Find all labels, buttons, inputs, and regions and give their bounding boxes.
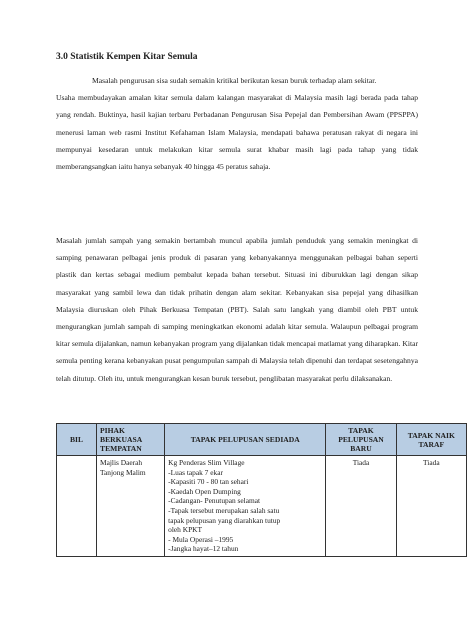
paragraph-1-body: Usaha membudayakan amalan kitar semula dalam kalangan masyarakat di Malaysia masih lagi berada pada tahap yang rendah. Buktinya, hasil kajian terbaru Perbadanan Pengurusan Sisa Pepejal dan Pembersihan Awam (PPSPPA) menerusi laman web rasmi Institut Kefahaman Islam Malaysia, mendapati bahawa peratusan rakyat di negara ini mempunyai kesedaran untuk melakukan kitar semula surat khabar masih lagi pada tahap yang tidak memberangsangkan iaitu hanya sebanyak 40 hingga 45 peratus sahaja. <box>56 93 418 172</box>
header-tapak-sediada: TAPAK PELUPUSAN SEDIADA <box>165 424 326 456</box>
cell-pihak-line-1: Majlis Daerah <box>100 458 143 467</box>
header-pihak-berkuasa <box>97 424 165 456</box>
cell-pihak <box>97 456 165 557</box>
cell-tapak-line-7: tapak pelupusan yang diarahkan tutup <box>168 515 281 525</box>
cell-tapak-line-4: -Kaedah Open Dumping <box>168 486 241 496</box>
cell-tapak-line-2: -Luas tapak 7 ekar <box>168 467 223 477</box>
header-tapak-baru <box>326 424 396 456</box>
cell-tapak-line-6: -Tapak tersebut merupakan salah satu <box>168 505 280 515</box>
paragraph-2 <box>56 232 418 387</box>
header-pihak-line-2: BERKUASA <box>100 435 143 444</box>
header-naik-line-2: TARAF <box>418 439 445 449</box>
cell-bil <box>57 456 97 557</box>
paragraph-1-line-1: Masalah pengurusan sisa sudah semakin kritikal berikutan kesan buruk terhadap alam sekitar. <box>92 76 377 85</box>
cell-tapak-baru: Tiada <box>326 456 396 557</box>
header-bil: BIL <box>57 424 97 456</box>
paragraph-2-text: Masalah jumlah sampah yang semakin bertambah muncul apabila jumlah penduduk yang semakin meningkat di samping penawaran pelbagai jenis produk di pasaran yang kebanyakannya menggunakan pelbagai bahan seperti plastik dan kertas sebagai medium pembalut kepada bahan tersebut. Situasi ini diburukkan lagi dengan sikap masyarakat yang sambil lewa dan tidak prihatin dengan alam sekitar. Kebanyakan sisa pepejal yang dihasilkan Malaysia diuruskan oleh Pihak Berkuasa Tempatan (PBT). Salah satu langkah yang diambil oleh PBT untuk mengurangkan jumlah sampah di samping meningkatkan ekonomi adalah kitar semula. Walaupun pelbagai program kitar semula dijalankan, namun kebanyakan program yang dijalankan tidak mencapai matlamat yang diharapkan. Kitar semula penting kerana kebanyakan pusat pengumpulan sampah di Malaysia telah dipenuhi dan terdapat sesetengahnya telah ditutup. Oleh itu, untuk mengurangkan kesan buruk tersebut, penglibatan masyarakat perlu dilaksanakan. <box>56 236 418 383</box>
table-header-row <box>57 424 467 456</box>
header-naik-line-1: TAPAK NAIK <box>407 430 455 440</box>
cell-tapak-line-9: - Mula Operasi –1995 <box>168 534 234 544</box>
header-baru-line-2: PELUPUSAN <box>338 435 384 444</box>
cell-tapak-line-3: -Kapasiti 70 - 80 tan sehari <box>168 477 249 487</box>
table-row <box>57 456 467 557</box>
cell-tapak-sediada <box>165 456 326 557</box>
cell-tapak-line-1: Kg Penderas Slim Village <box>168 458 245 467</box>
landfill-table <box>56 423 467 557</box>
header-baru-line-3: BARU <box>350 444 372 453</box>
section-heading: 3.0 Statistik Kempen Kitar Semula <box>56 52 198 62</box>
header-tapak-naik-taraf <box>396 424 466 456</box>
header-pihak-line-3: TEMPATAN <box>100 444 142 453</box>
header-pihak-line-1: PIHAK <box>100 426 125 435</box>
cell-tapak-line-5: -Cadangan- Penutupan selamat <box>168 496 261 506</box>
cell-tapak-naik-taraf: Tiada <box>396 456 466 557</box>
cell-tapak-line-10: -Jangka hayat–12 tahun <box>168 544 239 554</box>
cell-tapak-line-8: oleh KPKT <box>168 525 203 535</box>
header-baru-line-1: TAPAK <box>348 426 374 435</box>
cell-pihak-line-2: Tanjong Malim <box>100 467 146 477</box>
paragraph-1 <box>56 72 418 175</box>
